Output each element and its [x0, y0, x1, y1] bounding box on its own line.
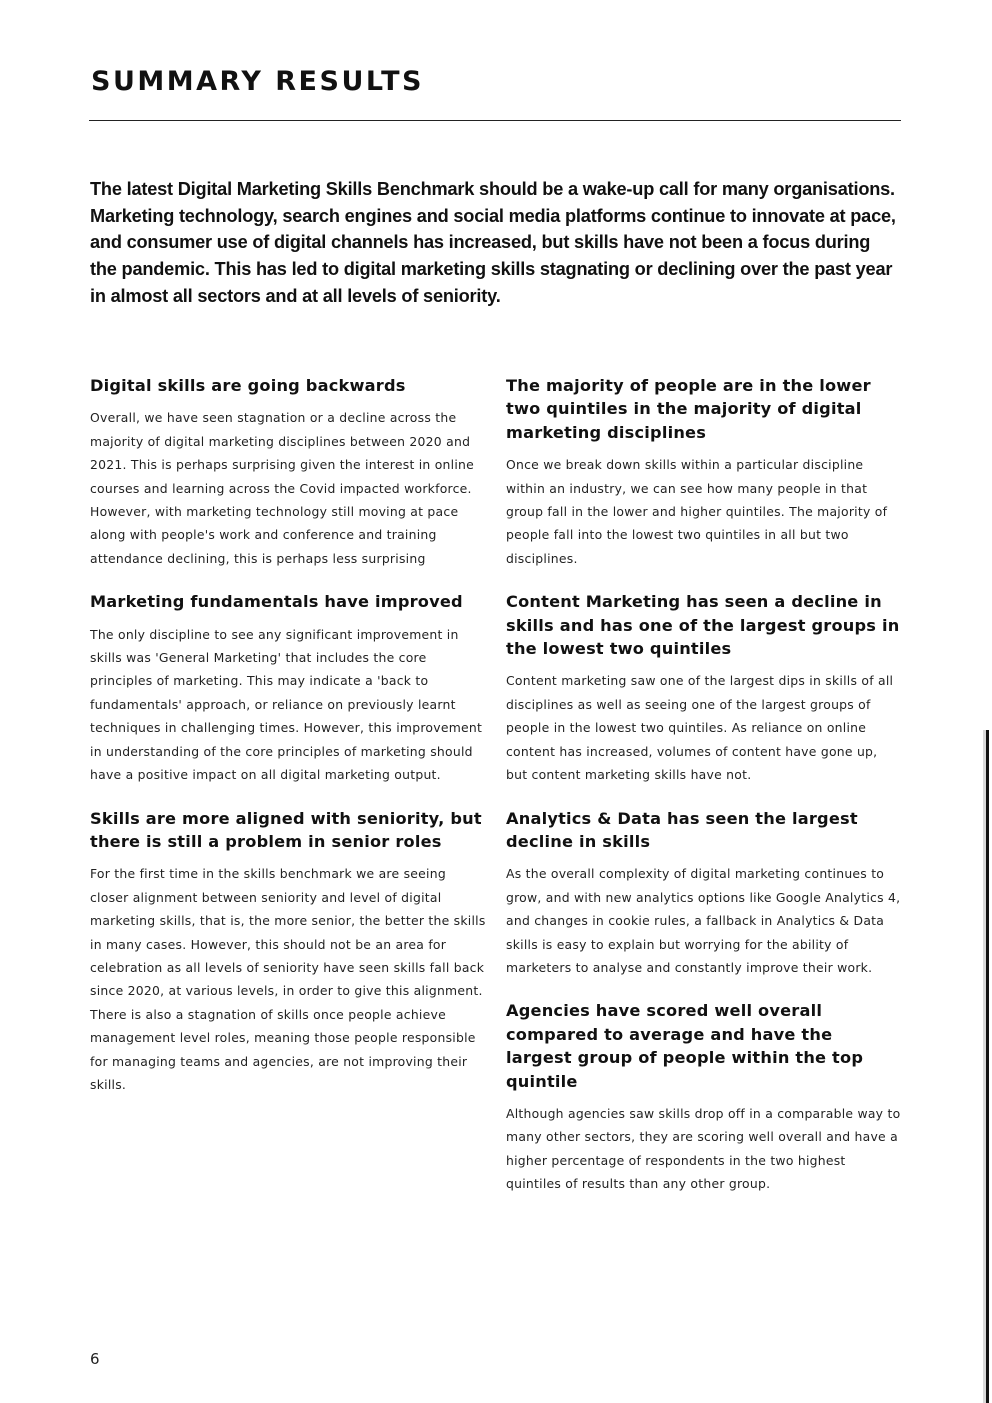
section-body: As the overall complexity of digital marketing continues to grow, and with new analytics options like Google Analytics 4, and changes in cookie rules, a fallback in Analytics & Data skills is easy to explain but worrying for the ability of marketers to analyse and constantly improve their work.: [506, 866, 901, 975]
section-heading: Digital skills are going backwards: [90, 376, 406, 395]
section-lower-quintiles: [506, 374, 902, 570]
left-column: [90, 374, 486, 1096]
title-divider: [89, 120, 901, 121]
section-heading: Marketing fundamentals have improved: [90, 592, 463, 612]
section-body: The only discipline to see any significant improvement in skills was 'General Marketing' that includes the core principles of marketing. This may indicate a 'back to fundamentals' approach, or reliance on previously learnt techniques in challenging times. However, this improvement in understanding of the core principles of marketing should have a positive impact on all digital marketing output.: [90, 626, 483, 783]
section-analytics-data: [506, 807, 902, 980]
section-body: Although agencies saw skills drop off in a comparable way to many other sectors, they are scoring well overall and have a higher percentage of respondents in the two highest quintiles of results than any other group.: [506, 1105, 901, 1192]
section-heading: Agencies have scored well overall compared to average and have the largest group of people within the top quintile: [506, 1001, 864, 1091]
section-digital-skills-backwards: [90, 374, 486, 570]
section-marketing-fundamentals: [90, 590, 486, 786]
intro-paragraph: The latest Digital Marketing Skills Benchmark should be a wake-up call for many organisations. Marketing technology, search engines and social media platforms continue to innovate at pace, and consumer use of digital channels has increased, but skills have not been a focus during the pandemic. This has led to digital marketing skills stagnating or declining over the past year in almost all sectors and at all levels of seniority.: [90, 179, 896, 306]
page-title: SUMMARY RESULTS: [91, 66, 424, 97]
section-body: Overall, we have seen stagnation or a decline across the majority of digital marketing disciplines between 2020 and 2021. This is perhaps surprising given the interest in online courses and learning across the Covid impacted workforce. However, with marketing technology still moving at pace along with people's work and conference and training attendance declining, this is perhaps less surprising: [90, 410, 475, 566]
section-heading: Content Marketing has seen a decline in skills and has one of the largest groups in the lowest two quintiles: [506, 592, 900, 659]
section-content-marketing: [506, 590, 902, 786]
section-agencies: [506, 999, 902, 1195]
section-skills-seniority: [90, 807, 486, 1097]
page-number: 6: [90, 1350, 100, 1368]
section-heading: Analytics & Data has seen the largest decline in skills: [506, 808, 858, 851]
page-edge-bar: [986, 730, 989, 1403]
section-heading: The majority of people are in the lower two quintiles in the majority of digital marketing disciplines: [506, 376, 871, 442]
right-column: [506, 374, 902, 1196]
section-body: For the first time in the skills benchmark we are seeing closer alignment between seniority and level of digital marketing skills, that is, the more senior, the better the skills in many cases. However, this should not be an area for celebration as all levels of seniority have seen skills fall back since 2020, at various levels, in order to give this alignment. There is also a stagnation of skills once people achieve management level roles, meaning those people responsible for managing teams and agencies, are not improving their skills.: [90, 866, 486, 1092]
section-body: Content marketing saw one of the largest dips in skills of all disciplines as well as seeing one of the largest groups of people in the lowest two quintiles. As reliance on online content has increased, volumes of content have gone up, but content marketing skills have not.: [506, 673, 894, 783]
section-body: Once we break down skills within a particular discipline within an industry, we can see how many people in that group fall in the lower and higher quintiles. The majority of people fall into the lowest two quintiles in all but two disciplines.: [506, 457, 888, 566]
section-heading: Skills are more aligned with seniority, but there is still a problem in senior roles: [90, 808, 482, 851]
